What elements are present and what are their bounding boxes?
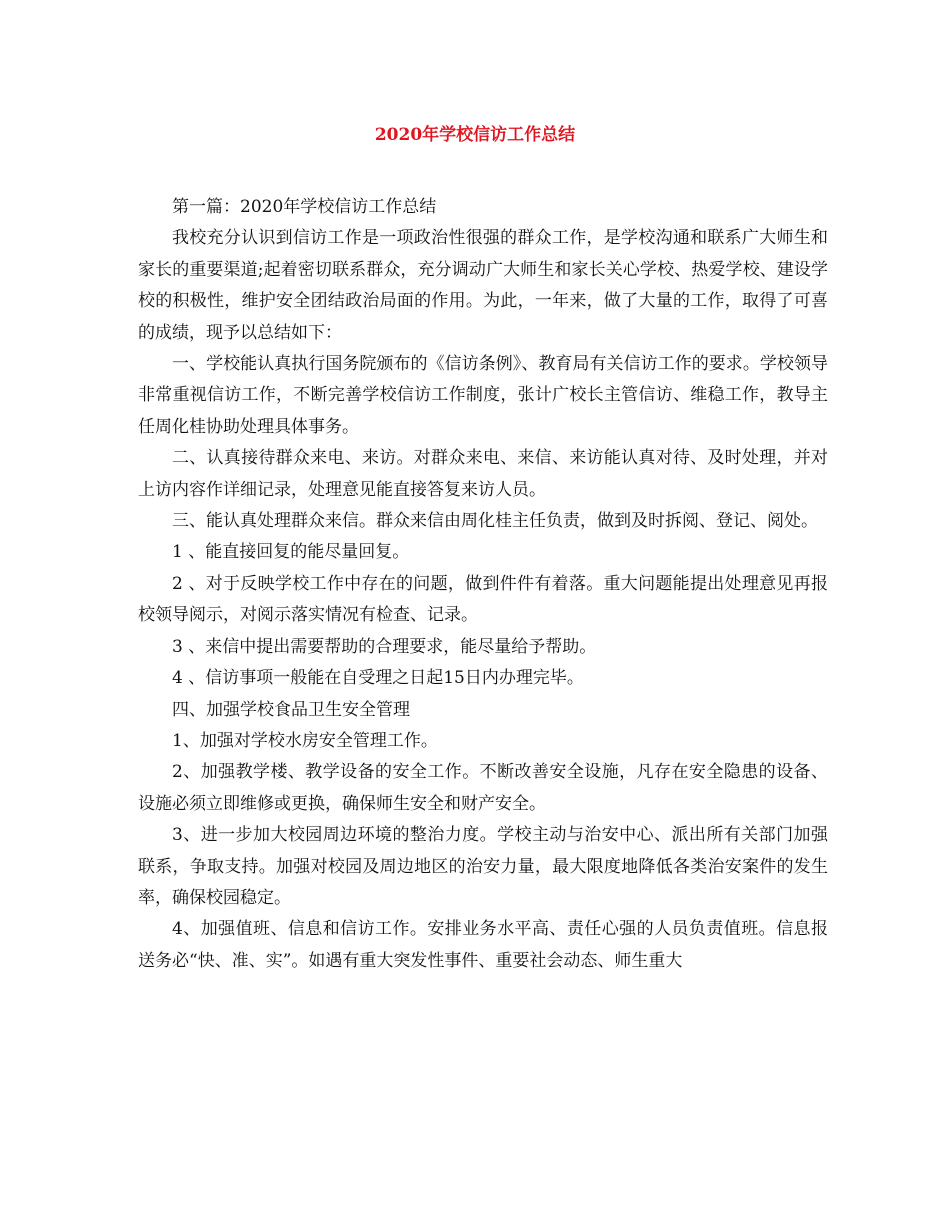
paragraph-intro: 我校充分认识到信访工作是一项政治性很强的群众工作，是学校沟通和联系广大师生和家长的重要渠道;起着密切联系群众，充分调动广大师生和家长关心学校、热爱学校、建设学校的积极性，维护安全团结政治局面的作用。为此，一年来，做了大量的工作，取得了可喜的成绩，现予以总结如下： [138, 228, 828, 343]
list-item: 4 、信访事项一般能在自受理之日起15日内办理完毕。 [172, 668, 584, 689]
list-item: 3、进一步加大校园周边环境的整治力度。学校主动与治安中心、派出所有关部门加强联系，争取支持。加强对校园及周边地区的治安力量，最大限度地降低各类治安案件的发生率，确保校园稳定。 [138, 825, 828, 908]
paragraph-section-heading: 第一篇：2020年学校信访工作总结 [172, 197, 437, 217]
list-item: 2、加强教学楼、教学设备的安全工作。不断改善安全设施，凡存在安全隐患的设备、设施必须立即维修或更换，确保师生安全和财产安全。 [138, 762, 828, 814]
list-item: 4、加强值班、信息和信访工作。安排业务水平高、责任心强的人员负责值班。信息报送务必“快、准、实”。如遇有重大突发性事件、重要社会动态、师生重大 [138, 919, 828, 971]
paragraph-point-2: 二、认真接待群众来电、来访。对群众来电、来信、来访能认真对待、及时处理，并对上访内容作详细记录，处理意见能直接答复来访人员。 [138, 448, 828, 500]
list-item: 2 、对于反映学校工作中存在的问题，做到件件有着落。重大问题能提出处理意见再报校领导阅示，对阅示落实情况有检查、记录。 [138, 573, 828, 626]
paragraph-point-1: 一、学校能认真执行国务院颁布的《信访条例》、教育局有关信访工作的要求。学校领导非常重视信访工作，不断完善学校信访工作制度，张计广校长主管信访、维稳工作，教导主任周化桂协助处理具体事务。 [138, 354, 828, 437]
list-item: 1、加强对学校水房安全管理工作。 [172, 730, 438, 751]
paragraph-point-4: 四、加强学校食品卫生安全管理 [172, 699, 410, 720]
list-item: 1 、能直接回复的能尽量回复。 [172, 542, 410, 563]
document-body [138, 192, 828, 977]
document-title: 2020年学校信访工作总结 [374, 125, 576, 145]
paragraph-point-3: 三、能认真处理群众来信。群众来信由周化桂主任负责，做到及时拆阅、登记、阅处。 [172, 511, 818, 532]
list-item: 3 、来信中提出需要帮助的合理要求，能尽量给予帮助。 [172, 636, 597, 657]
